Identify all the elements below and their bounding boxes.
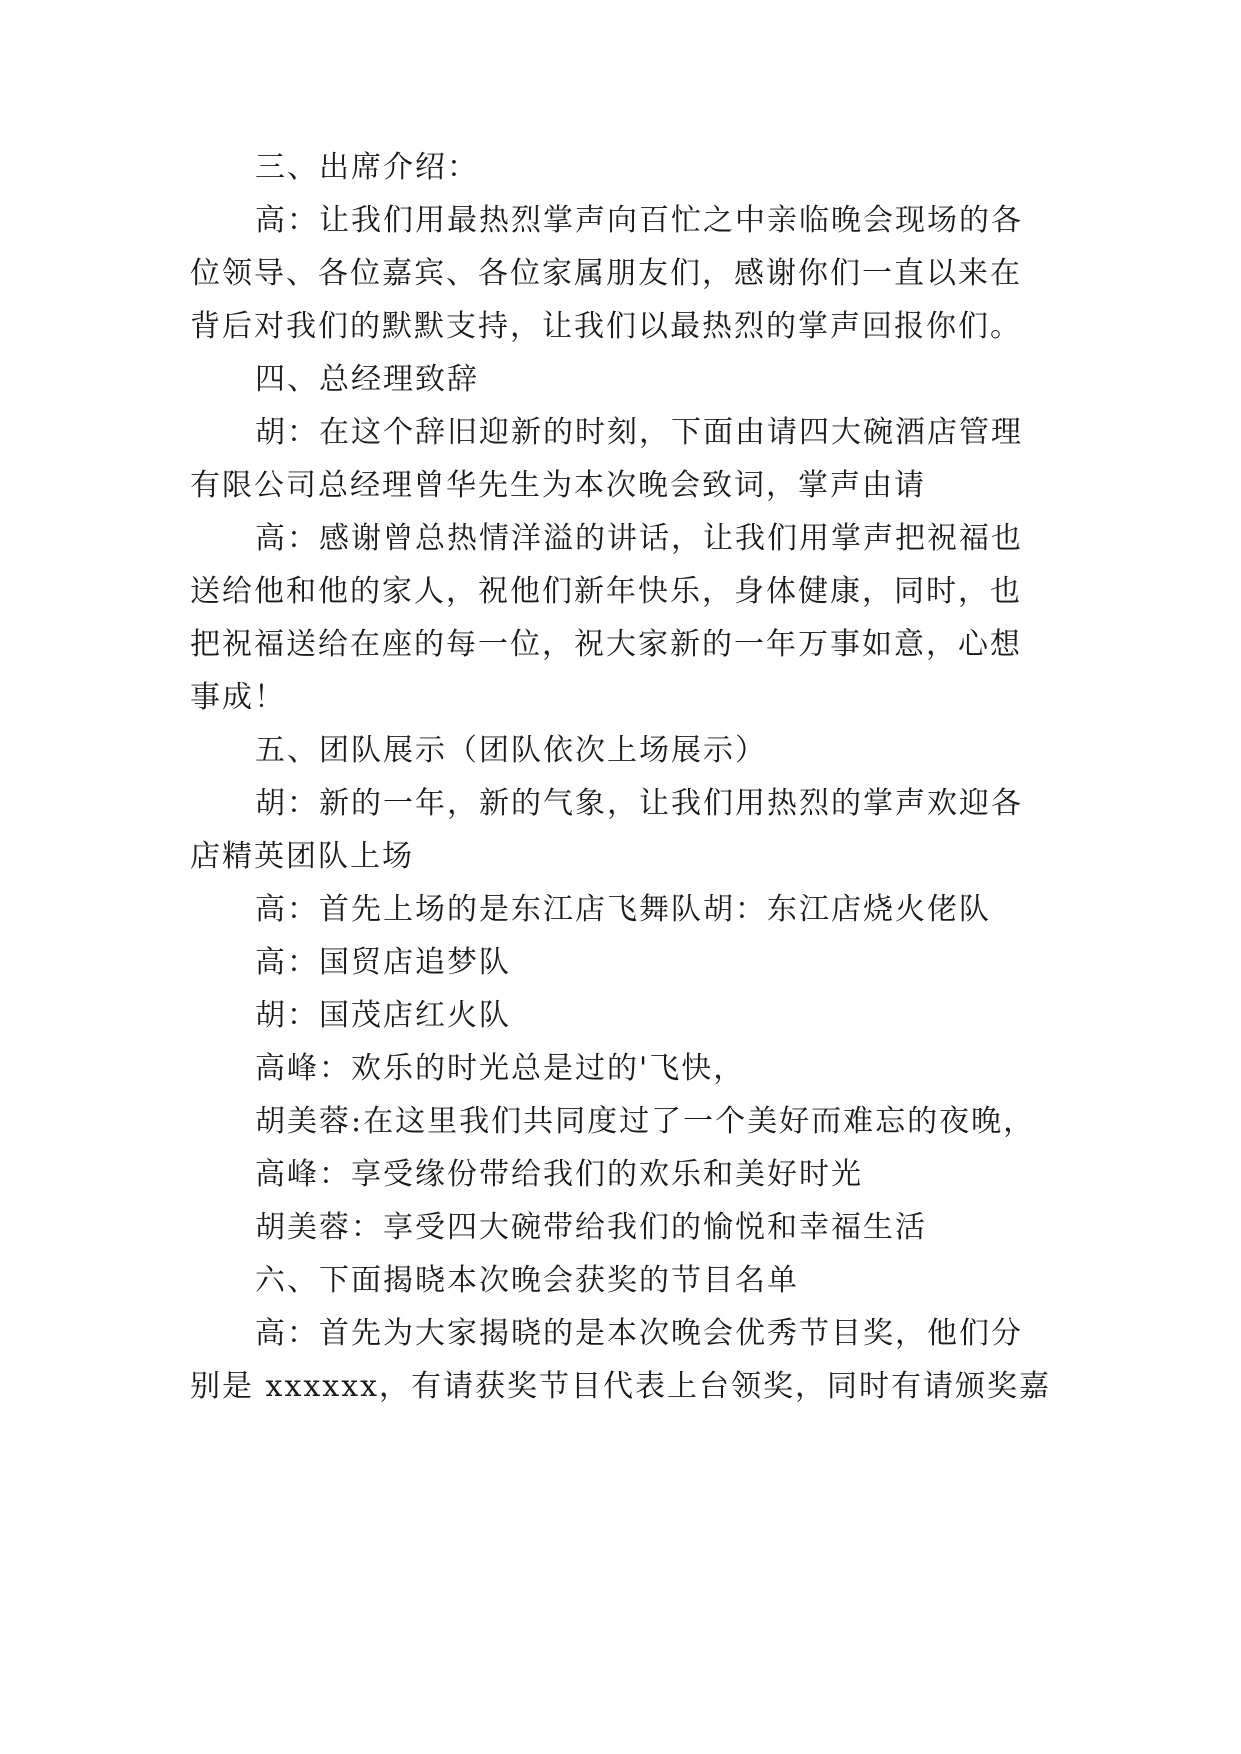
paragraph-line: 事成！ [190, 680, 286, 715]
section-heading-awards: 六、下面揭晓本次晚会获奖的节目名单 [255, 1263, 799, 1298]
paragraph-line: 把祝福送给在座的每一位，祝大家新的一年万事如意，心想 [190, 627, 1022, 662]
paragraph-line: 别是 xxxxxx，有请获奖节目代表上台领奖，同时有请颁奖嘉 [190, 1369, 1052, 1404]
paragraph-line: 高峰：欢乐的时光总是过的'飞快， [255, 1051, 746, 1086]
paragraph-line: 高：让我们用最热烈掌声向百忙之中亲临晚会现场的各 [255, 203, 1023, 238]
paragraph-line: 高峰：享受缘份带给我们的欢乐和美好时光 [255, 1157, 863, 1192]
paragraph-line: 高：首先上场的是东江店飞舞队胡：东江店烧火佬队 [255, 892, 991, 927]
paragraph-line: 高：首先为大家揭晓的是本次晚会优秀节目奖，他们分 [255, 1316, 1023, 1351]
paragraph-line: 高：感谢曾总热情洋溢的讲话，让我们用掌声把祝福也 [255, 521, 1023, 556]
paragraph-line: 胡：在这个辞旧迎新的时刻，下面由请四大碗酒店管理 [255, 415, 1023, 450]
paragraph-line: 送给他和他的家人，祝他们新年快乐，身体健康，同时，也 [190, 574, 1022, 609]
paragraph-line: 有限公司总经理曾华先生为本次晚会致词，掌声由请 [190, 468, 926, 503]
paragraph-line: 胡：国茂店红火队 [255, 998, 511, 1033]
paragraph-line: 胡美蓉:在这里我们共同度过了一个美好而难忘的夜晚， [255, 1104, 1036, 1139]
paragraph-line: 高：国贸店追梦队 [255, 945, 511, 980]
section-heading-team-show: 五、团队展示（团队依次上场展示） [255, 733, 767, 768]
paragraph-line: 胡：新的一年，新的气象，让我们用热烈的掌声欢迎各 [255, 786, 1023, 821]
paragraph-line: 胡美蓉：享受四大碗带给我们的愉悦和幸福生活 [255, 1210, 927, 1245]
paragraph-line: 店精英团队上场 [190, 839, 414, 874]
section-heading-attendance: 三、出席介绍： [255, 150, 479, 185]
section-heading-gm-speech: 四、总经理致辞 [255, 362, 479, 397]
paragraph-line: 位领导、各位嘉宾、各位家属朋友们，感谢你们一直以来在 [190, 256, 1022, 291]
paragraph-line: 背后对我们的默默支持，让我们以最热烈的掌声回报你们。 [190, 309, 1022, 344]
